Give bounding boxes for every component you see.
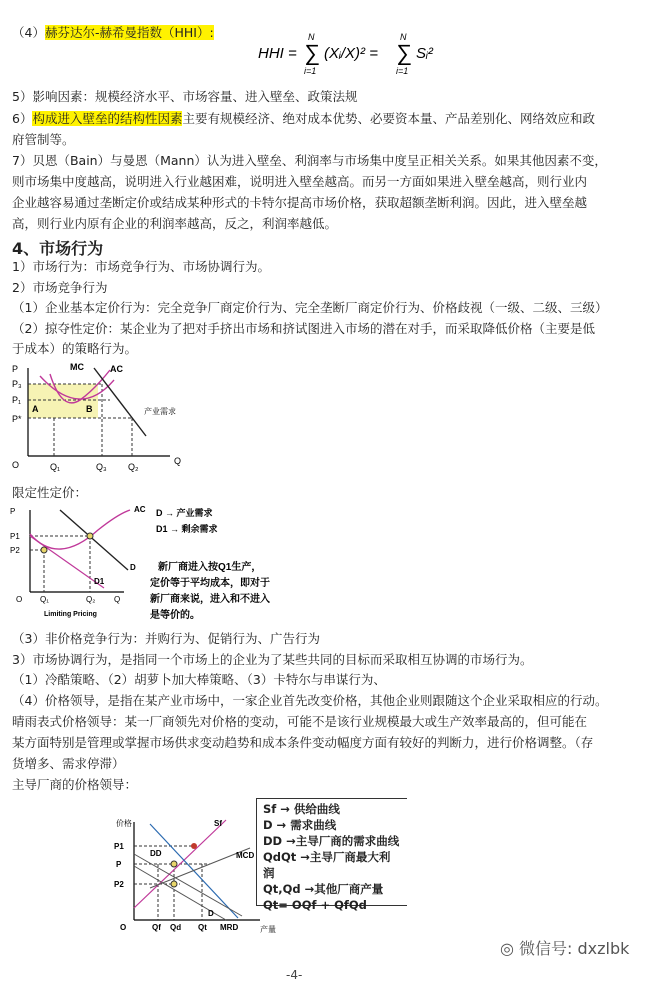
label-dd: DD bbox=[150, 849, 162, 858]
legend-line: Qt,Qd →其他厂商产量 bbox=[263, 882, 384, 896]
label-d1: D1 bbox=[94, 577, 105, 586]
label-ac: AC bbox=[110, 364, 123, 374]
label-pstar: P* bbox=[12, 414, 22, 424]
barrier-line bbox=[12, 108, 642, 130]
svg-text:Sᵢ²: Sᵢ² bbox=[416, 45, 433, 62]
label-o: O bbox=[16, 595, 23, 604]
text-line: 7）贝恩（Bain）与曼恩（Mann）认为进入壁垒、利润率与市场集中度呈正相关关系。如果其他因素不变， bbox=[12, 153, 607, 168]
text-line: （1）企业基本定价行为：完全竞争厂商定价行为、完全垄断厂商定价行为、价格歧视（一级、二级、三级） bbox=[12, 300, 608, 315]
label-sf: Sf bbox=[214, 819, 222, 828]
text-line: 高，则行业内原有企业的利润率越高，反之，利润率越低。 bbox=[12, 216, 338, 231]
demand-dd bbox=[134, 854, 242, 916]
svg-text:i=1: i=1 bbox=[304, 66, 317, 76]
text-line: （4）价格领导，是指在某产业市场中，一家企业首先改变价格，其他企业则跟随这个企业采取相应的行动。 bbox=[12, 693, 608, 708]
svg-text:N: N bbox=[400, 32, 407, 42]
label-p3: P₃ bbox=[12, 379, 22, 389]
svg-text:∑: ∑ bbox=[304, 40, 320, 65]
label-d: D bbox=[208, 909, 214, 918]
point-p1 bbox=[191, 843, 197, 849]
legend-d: D → 产业需求 bbox=[156, 508, 213, 518]
note-line: 定价等于平均成本，即对于 bbox=[150, 578, 270, 589]
label-ac: AC bbox=[134, 505, 146, 514]
hhi-formula-graphic bbox=[258, 32, 458, 78]
label-p2: P2 bbox=[114, 880, 124, 889]
text-line: 则市场集中度越高，说明进入行业越困难，说明进入壁垒越高。而另一方面如果进入壁垒越高，则行业内 bbox=[12, 174, 588, 189]
graph-caption: Limiting Pricing bbox=[44, 611, 97, 618]
text-line: （2）掠夺性定价：某企业为了把对手挤出市场和挤试图进入市场的潜在对手，而采取降低价格（主要是低 bbox=[12, 321, 595, 336]
label-output: 产量 bbox=[260, 925, 276, 934]
label-q: Q bbox=[174, 456, 182, 466]
point-p2 bbox=[41, 547, 47, 553]
point-p bbox=[171, 861, 177, 867]
label-q3: Q₃ bbox=[96, 462, 107, 472]
dominant-firm-legend bbox=[256, 798, 407, 912]
note-line: 新厂商来说，进入和不进入 bbox=[150, 594, 270, 605]
point-p1 bbox=[87, 533, 93, 539]
label-p1: P₁ bbox=[12, 395, 22, 405]
text-line: 府管制等。 bbox=[12, 132, 75, 147]
label-qd: Qd bbox=[170, 923, 182, 932]
label-p: P bbox=[10, 507, 16, 516]
limit-title: 限定性定价： bbox=[12, 485, 88, 500]
note-line: 新厂商进入按Q1生产， bbox=[158, 562, 262, 573]
label-b: B bbox=[86, 404, 93, 414]
text-line: 5）影响因素：规模经济水平、市场容量、进入壁垒、政策法规 bbox=[12, 89, 358, 104]
hhi-highlight: 赫芬达尔-赫希曼指数（HHI）: bbox=[44, 25, 214, 40]
watermark-text: 微信号: dxzlbk bbox=[519, 939, 630, 958]
label-d: D bbox=[130, 563, 136, 572]
label-demand: 产业需求 bbox=[144, 407, 176, 416]
svg-text:HHI =: HHI = bbox=[258, 45, 297, 62]
text-line: 晴雨表式价格领导：某一厂商领先对价格的变动，可能不是该行业规模最大或生产效率最高的，但可能在 bbox=[12, 714, 588, 729]
svg-text:i=1: i=1 bbox=[396, 66, 409, 76]
mcd-line bbox=[150, 848, 250, 888]
demand-d1 bbox=[30, 536, 104, 588]
label-o: O bbox=[12, 460, 20, 470]
hhi-formula bbox=[258, 32, 458, 82]
svg-text:N: N bbox=[308, 32, 315, 42]
point-p2 bbox=[171, 881, 177, 887]
label-q: Q bbox=[114, 595, 121, 604]
ac-curve bbox=[30, 510, 130, 549]
label-qf: Qf bbox=[152, 923, 161, 932]
legend-d1: D1 → 剩余需求 bbox=[156, 524, 218, 534]
legend-line: QdQt →主导厂商最大利润 bbox=[263, 850, 391, 880]
label-q1: Q₁ bbox=[50, 462, 61, 472]
text-span: 6） bbox=[12, 111, 33, 126]
label-mc: MC bbox=[70, 362, 84, 372]
barrier-highlight: 构成进入壁垒的结构性因素 bbox=[32, 111, 183, 126]
label-q2: Q₂ bbox=[128, 462, 139, 472]
text-line: （1）冷酷策略、（2）胡萝卜加大棒策略、（3）卡特尔与串谋行为、 bbox=[12, 672, 386, 687]
label-p1: P1 bbox=[10, 532, 20, 541]
text-line: 企业越容易通过垄断定价或结成某种形式的卡特尔提高市场价格，获取超额垄断利润。因此，进入壁垒越 bbox=[12, 195, 588, 210]
section-heading: 4、市场行为 bbox=[12, 239, 104, 258]
label-p: P bbox=[12, 364, 19, 374]
text-line: 于成本）的策略行为。 bbox=[12, 341, 138, 356]
legend-line: Qt= OQf + QfQd bbox=[263, 898, 367, 912]
label-a: A bbox=[32, 404, 39, 414]
label-p: P bbox=[116, 860, 122, 869]
predatory-pricing-graph bbox=[10, 360, 200, 475]
text-line: 货增多、需求停滞） bbox=[12, 756, 125, 771]
label-q1: Q₁ bbox=[40, 595, 49, 604]
text-line: 主导厂商的价格领导： bbox=[12, 777, 138, 792]
demand-d bbox=[60, 510, 128, 570]
text-line: 3）市场协调行为，是指同一个市场上的企业为了某些共同的目标而采取相互协调的市场行为。 bbox=[12, 652, 533, 667]
supply-sf bbox=[134, 820, 226, 908]
label-mcd: MCD bbox=[236, 851, 255, 860]
wechat-watermark bbox=[500, 936, 629, 959]
label-price: 价格 bbox=[116, 819, 132, 828]
label-q2: Q₂ bbox=[86, 595, 96, 604]
page-number: -4- bbox=[286, 968, 303, 982]
text-line: 1）市场行为：市场竞争行为、市场协调行为。 bbox=[12, 259, 270, 274]
label-qt: Qt bbox=[198, 923, 207, 932]
label-p1: P1 bbox=[114, 842, 124, 851]
legend-line: D → 需求曲线 bbox=[263, 818, 337, 832]
label-mrd: MRD bbox=[220, 923, 239, 932]
label-p2: P2 bbox=[10, 546, 20, 555]
limit-pricing-graph bbox=[8, 502, 278, 626]
label-o: O bbox=[120, 923, 127, 932]
text-line: 2）市场竞争行为 bbox=[12, 280, 108, 295]
text-line: （3）非价格竞争行为：并购行为、促销行为、广告行为 bbox=[12, 631, 320, 646]
legend-line: Sf → 供给曲线 bbox=[263, 802, 340, 816]
text-span: 主要有规模经济、绝对成本优势、必要资本量、产品差别化、网络效应和政 bbox=[182, 111, 595, 126]
wechat-icon: ◎ bbox=[500, 939, 520, 958]
legend-line: DD →主导厂商的需求曲线 bbox=[263, 834, 400, 848]
svg-text:∑: ∑ bbox=[396, 40, 412, 65]
hhi-prefix: （4） bbox=[12, 25, 45, 40]
svg-text:(Xᵢ/X)² =: (Xᵢ/X)² = bbox=[324, 45, 378, 62]
note-line: 是等价的。 bbox=[150, 610, 200, 621]
text-line: 某方面特别是管理或掌握市场供求变动趋势和成本条件变动幅度方面有较好的判断力，进行价格调整。（存 bbox=[12, 735, 594, 750]
